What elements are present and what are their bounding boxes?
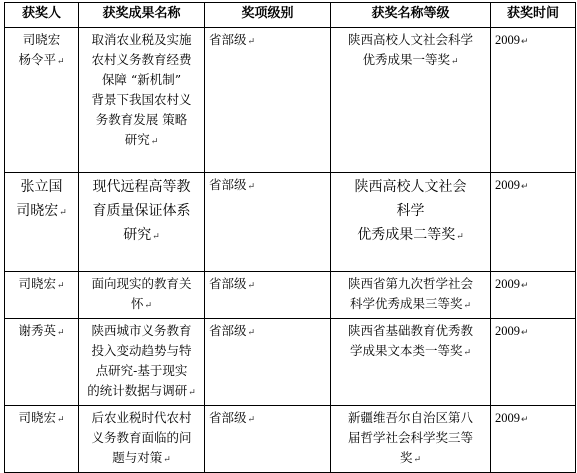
title-cell-line: 题与对策↵ bbox=[112, 450, 171, 465]
level-cell bbox=[205, 319, 331, 406]
year-cell-text: 2009 bbox=[495, 33, 520, 47]
winner-cell bbox=[5, 272, 79, 319]
award-cell-line: 陕西高校人文社会 bbox=[354, 179, 467, 195]
header-title: 获奖成果名称 bbox=[79, 3, 205, 28]
year-cell-text: 2009 bbox=[495, 324, 520, 338]
return-mark-icon: ↵ bbox=[144, 301, 153, 311]
title-cell-line: 保障 “新机制” bbox=[101, 72, 182, 87]
award-cell-line: 科学优秀成果三等奖↵ bbox=[349, 296, 472, 311]
award-cell-line: 陕西省第九次哲学社会 bbox=[347, 276, 473, 291]
return-mark-icon: ↵ bbox=[56, 415, 65, 425]
return-mark-icon: ↵ bbox=[463, 301, 472, 311]
return-mark-icon: ↵ bbox=[247, 415, 256, 425]
table-row bbox=[5, 28, 576, 173]
table-row bbox=[5, 319, 576, 406]
title-cell-line: 现代远程高等教 bbox=[92, 179, 191, 195]
year-cell bbox=[491, 272, 576, 319]
return-mark-icon: ↵ bbox=[56, 57, 65, 67]
title-cell-line: 的统计数据与调研↵ bbox=[87, 383, 196, 398]
winner-cell-line: 司晓宏↵ bbox=[18, 276, 65, 291]
table-row bbox=[5, 173, 576, 272]
header-year: 获奖时间 bbox=[491, 3, 576, 28]
return-mark-icon: ↵ bbox=[56, 281, 65, 291]
return-mark-icon: ↵ bbox=[247, 182, 256, 192]
return-mark-icon: ↵ bbox=[247, 37, 256, 47]
title-cell bbox=[79, 272, 205, 319]
awards-table bbox=[4, 2, 576, 473]
title-cell-line: 后农业税时代农村 bbox=[91, 410, 192, 425]
title-cell-line: 研究↵ bbox=[123, 227, 160, 243]
award-cell-line: 优秀成果一等奖↵ bbox=[362, 52, 459, 67]
title-cell-line: 取消农业税及实施 bbox=[91, 32, 192, 47]
year-cell bbox=[491, 406, 576, 473]
award-cell bbox=[331, 272, 491, 319]
title-cell-line: 点研究-基于现实 bbox=[95, 363, 188, 378]
year-cell bbox=[491, 28, 576, 173]
return-mark-icon: ↵ bbox=[150, 137, 159, 147]
return-mark-icon: ↵ bbox=[59, 208, 67, 218]
header-row bbox=[5, 3, 576, 28]
level-cell-text: 省部级 bbox=[209, 323, 247, 338]
award-cell bbox=[331, 319, 491, 406]
return-mark-icon: ↵ bbox=[521, 181, 529, 191]
title-cell bbox=[79, 406, 205, 473]
return-mark-icon: ↵ bbox=[247, 281, 256, 291]
header-winner: 获奖人 bbox=[5, 3, 79, 28]
award-cell bbox=[331, 406, 491, 473]
return-mark-icon: ↵ bbox=[56, 328, 65, 338]
award-cell-line: 学成果文本类一等奖↵ bbox=[349, 343, 472, 358]
table-row bbox=[5, 272, 576, 319]
title-cell-line: 义务教育面临的问 bbox=[91, 430, 192, 445]
winner-cell bbox=[5, 28, 79, 173]
header-level: 奖项级别 bbox=[205, 3, 331, 28]
return-mark-icon: ↵ bbox=[521, 36, 529, 46]
level-cell-text: 省部级 bbox=[209, 32, 247, 47]
return-mark-icon: ↵ bbox=[413, 455, 422, 465]
level-cell-text: 省部级 bbox=[209, 410, 247, 425]
year-cell-text: 2009 bbox=[495, 277, 520, 291]
year-cell bbox=[491, 319, 576, 406]
award-cell bbox=[331, 173, 491, 272]
return-mark-icon: ↵ bbox=[152, 232, 160, 242]
title-cell bbox=[79, 173, 205, 272]
title-cell bbox=[79, 319, 205, 406]
winner-cell-line: 司晓宏↵ bbox=[18, 410, 65, 425]
return-mark-icon: ↵ bbox=[188, 388, 196, 398]
award-cell-line: 届哲学社会科学奖三等 bbox=[347, 430, 473, 445]
level-cell bbox=[205, 406, 331, 473]
title-cell bbox=[79, 28, 205, 173]
return-mark-icon: ↵ bbox=[463, 348, 472, 358]
award-cell bbox=[331, 28, 491, 173]
year-cell-text: 2009 bbox=[495, 178, 520, 192]
title-cell-line: 背景下我国农村义 bbox=[91, 92, 192, 107]
award-cell-line: 优秀成果二等奖↵ bbox=[357, 227, 464, 243]
winner-cell-line: 张立国 bbox=[20, 179, 63, 195]
award-cell-line: 陕西高校人文社会科学 bbox=[347, 32, 473, 47]
year-cell-text: 2009 bbox=[495, 411, 520, 425]
title-cell-line: 投入变动趋势与特 bbox=[91, 343, 192, 358]
title-cell-line: 研究↵ bbox=[124, 132, 159, 147]
winner-cell bbox=[5, 406, 79, 473]
level-cell bbox=[205, 28, 331, 173]
return-mark-icon: ↵ bbox=[450, 57, 459, 67]
title-cell-line: 育质量保证体系 bbox=[92, 203, 191, 219]
award-cell-line: 新疆维吾尔自治区第八 bbox=[347, 410, 473, 425]
winner-cell bbox=[5, 173, 79, 272]
return-mark-icon: ↵ bbox=[521, 414, 529, 424]
return-mark-icon: ↵ bbox=[521, 280, 529, 290]
award-cell-line: 陕西省基础教育优秀教 bbox=[347, 323, 473, 338]
level-cell-text: 省部级 bbox=[209, 177, 247, 192]
title-cell-line: 务教育发展 策略 bbox=[95, 112, 188, 127]
year-cell bbox=[491, 173, 576, 272]
return-mark-icon: ↵ bbox=[521, 327, 529, 337]
winner-cell-line: 司晓宏 bbox=[22, 32, 61, 47]
title-cell-line: 面向现实的教育关 bbox=[91, 276, 192, 291]
winner-cell-line: 杨令平↵ bbox=[18, 52, 65, 67]
return-mark-icon: ↵ bbox=[163, 455, 171, 465]
table-row bbox=[5, 406, 576, 473]
title-cell-line: 陕西城市义务教育 bbox=[91, 323, 192, 338]
header-award: 获奖名称等级 bbox=[331, 3, 491, 28]
return-mark-icon: ↵ bbox=[456, 232, 464, 242]
level-cell bbox=[205, 173, 331, 272]
winner-cell-line: 司晓宏↵ bbox=[16, 203, 67, 219]
return-mark-icon: ↵ bbox=[247, 328, 256, 338]
winner-cell bbox=[5, 319, 79, 406]
award-cell-line: 奖↵ bbox=[399, 450, 422, 465]
title-cell-line: 怀↵ bbox=[130, 296, 153, 311]
level-cell-text: 省部级 bbox=[209, 276, 247, 291]
winner-cell-line: 谢秀英↵ bbox=[18, 323, 65, 338]
title-cell-line: 农村义务教育经费 bbox=[91, 52, 192, 67]
award-cell-line: 科学 bbox=[396, 203, 425, 219]
level-cell bbox=[205, 272, 331, 319]
